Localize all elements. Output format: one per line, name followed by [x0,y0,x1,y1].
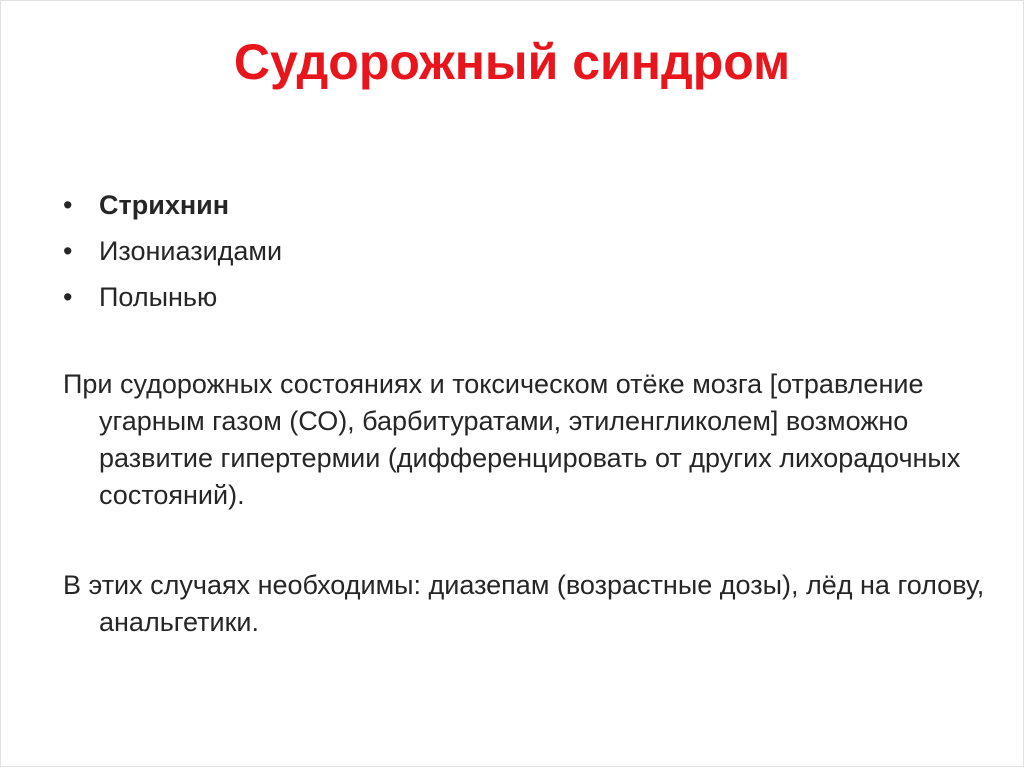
paragraph-hyperthermia: При судорожных состояниях и токсическом отёке мозга [отравление угарным газом (СО), барбитуратами, этиленгликолем] возможно развитие гипертермии (дифференцировать от других лихорадочных состояний). [63,369,961,510]
bullet-dot-icon: • [63,236,73,266]
slide-title: Судорожный синдром [233,34,791,90]
bullet-text: Изониазидами [99,236,283,266]
bullet-dot-icon: • [63,190,73,220]
bullet-item [63,228,282,274]
bullet-list [63,182,282,320]
bullet-text: Стрихнин [99,190,230,220]
bullet-item [63,274,282,320]
paragraph-treatment: В этих случаях необходимы: диазепам (возрастные дозы), лёд на голову, анальгетики. [63,570,985,637]
bullet-dot-icon: • [63,282,73,312]
bullet-item [63,182,282,228]
bullet-text: Полынью [99,282,218,312]
